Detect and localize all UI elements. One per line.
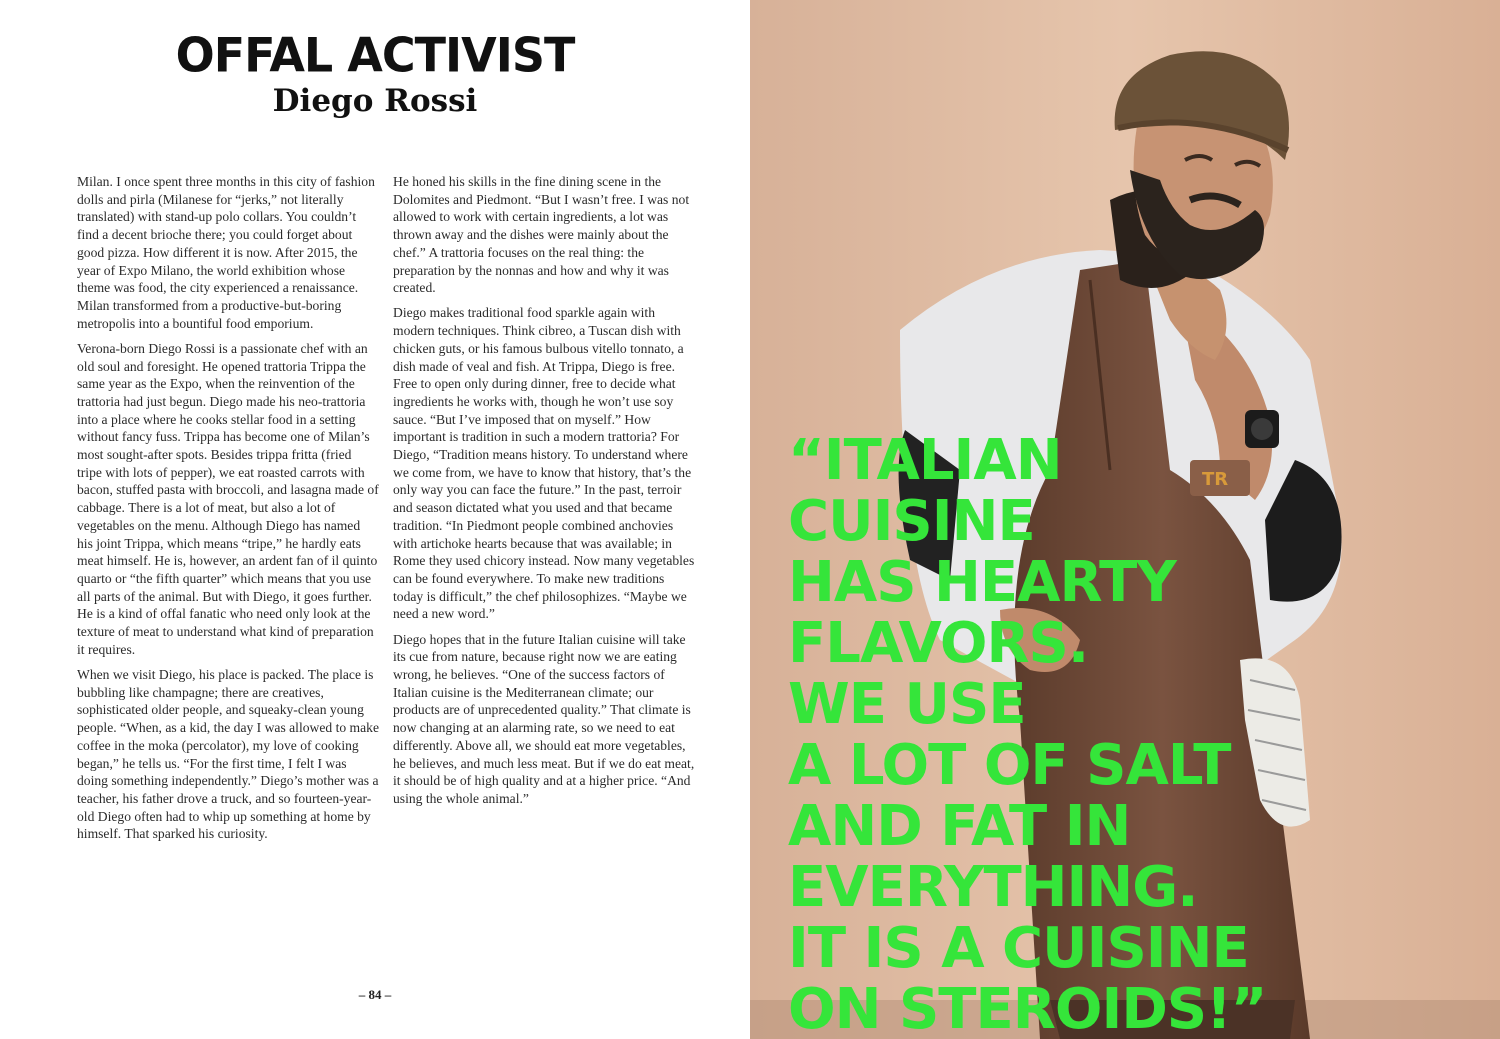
pull-quote-line: ON STEROIDS!” bbox=[788, 977, 1267, 1039]
article-subtitle: Diego Rossi bbox=[272, 83, 478, 119]
pull-quote-line: “ITALIAN bbox=[788, 428, 1062, 493]
pull-quote-line: IT IS A CUISINE bbox=[788, 916, 1249, 981]
pull-quote-line: A LOT OF SALT bbox=[788, 733, 1231, 798]
svg-text:TR: TR bbox=[1202, 469, 1229, 490]
pull-quote-line: AND FAT IN bbox=[788, 794, 1131, 859]
paragraph: When we visit Diego, his place is packed. The place is bubbling like champagne; there are creatives, sophisticated older people, and squeaky-clean young people. “When, as a kid, the day I was allowed to make coffee in the moka (percolator), my love of cooking began,” he tells us. “For the first time, I felt I was doing something independently.” Diego’s mother was a teacher, his father drove a truck, and so fourteen-year-old Diego often had to whip up something at home by himself. That sparked his curiosity. bbox=[77, 666, 379, 842]
right-page bbox=[750, 0, 1500, 1039]
pull-quote-line: EVERYTHING. bbox=[788, 855, 1198, 920]
page-number: – 84 – bbox=[358, 987, 392, 1002]
paragraph: Diego makes traditional food sparkle again with modern techniques. Think cibreo, a Tuscan dish with chicken guts, or his famous bulbous vitello tonnato, a dish made of veal and fish. At Trippa, Diego is free. Free to open only during dinner, free to decide what ingredients he works with, though he won’t use soy sauce. “But I’ve imposed that on myself.” How important is tradition in such a modern trattoria? For Diego, “Tradition means history. To understand where we come from, we have to know that history, that’s the only way you can face the future.” In the past, terroir and season dictated what you used and that became tradition. “In Piedmont people combined anchovies with artichoke hearts because that was available; in Rome they used chicory instead. Now many vegetables can be found everywhere. To make new traditions today is difficult,” the chef philosophizes. “Maybe we need a new word.” bbox=[393, 305, 695, 622]
pull-quote-line: FLAVORS. bbox=[788, 611, 1089, 676]
paragraph: Verona-born Diego Rossi is a passionate chef with an old soul and foresight. He opened trattoria Trippa the same year as the Expo, when the reinvention of the trattoria had just begun. Diego made his neo-trattoria into a place where he cooks stellar food in a setting without fancy fuss. Trippa has become one of Milan’s most sought-after spots. Besides trippa fritta (fried tripe with lots of pepper), we eat roasted carrots with bacon, stuffed pasta with broccoli, and lasagna made of cabbage. There is a lot of meat, but also a lot of vegetables on the menu. Although Diego has named his joint Trippa, which means “tripe,” he hardly eats meat himself. He is, however, an ardent fan of il quinto quarto or “the fifth quarter” which means that you use all parts of the animal. But with Diego, it goes further. He is a kind of offal fanatic who need only look at the texture of meat to understand what kind of preparation it requires. bbox=[77, 340, 379, 657]
text-column-2 bbox=[393, 173, 697, 815]
pull-quote bbox=[788, 430, 1488, 1039]
pull-quote-line: HAS HEARTY bbox=[788, 550, 1176, 615]
text-column-1 bbox=[77, 173, 379, 851]
paragraph: He honed his skills in the fine dining scene in the Dolomites and Piedmont. “But I wasn’t free. I was not allowed to work with certain ingredients, a lot was thrown away and the dishes were mainly about the chef.” A trattoria focuses on the real thing: the preparation by the nonnas and how and why it was created. bbox=[393, 174, 690, 296]
article-title: OFFAL ACTIVIST bbox=[175, 27, 575, 83]
pull-quote-line: WE USE bbox=[788, 672, 1026, 737]
pull-quote-line: CUISINE bbox=[788, 489, 1035, 554]
paragraph: Milan. I once spent three months in this city of fashion dolls and pirla (Milanese for “jerks,” not literally translated) with stand-up polo collars. You couldn’t find a decent brioche there; you could forget about good pizza. How different it is now. After 2015, the year of Expo Milano, the world exhibition whose theme was food, the city experienced a renaissance. Milan transformed from a productive-but-boring metropolis into a bountiful food emporium. bbox=[77, 174, 375, 331]
paragraph: Diego hopes that in the future Italian cuisine will take its cue from nature, because right now we are eating wrong, he believes. “One of the success factors of Italian cuisine is the Mediterranean climate; our products are of unprecedented quality.” That climate is now changing at an alarming rate, so we need to eat differently. Above all, we should eat more vegetables, he believes, and much less meat. But if we do eat meat, it should be of high quality and at a higher price. “And using the whole animal.” bbox=[393, 631, 695, 806]
